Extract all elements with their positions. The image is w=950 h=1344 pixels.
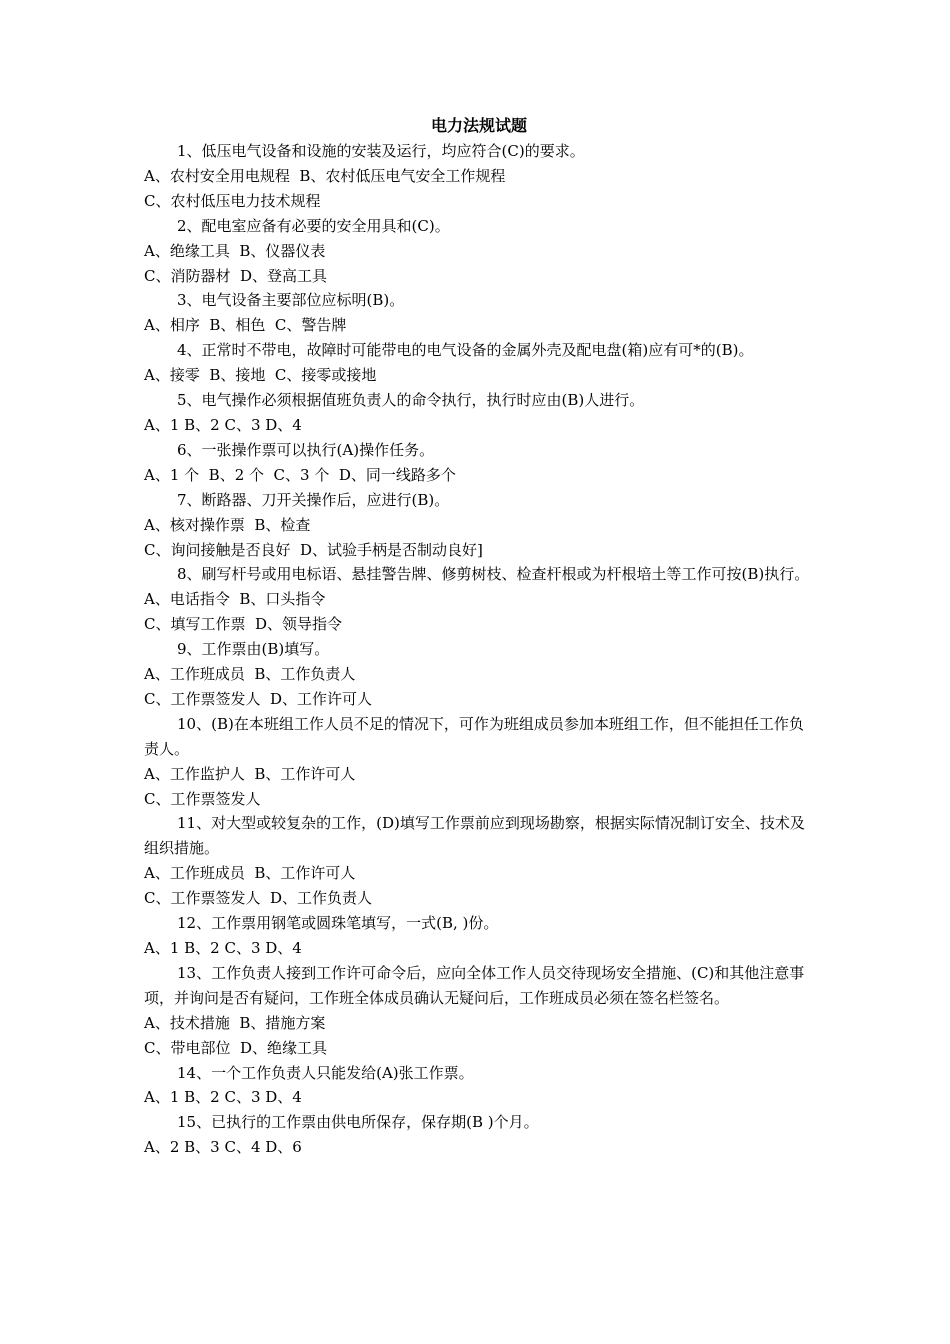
answer-options: C、农村低压电力技术规程 — [144, 191, 321, 210]
question-text: 12、工作票用钢笔或圆珠笔填写，一式(B, )份。 — [177, 914, 499, 933]
answer-options: A、工作班成员 B、工作许可人 — [144, 864, 356, 883]
answer-options: C、带电部位 D、绝缘工具 — [144, 1038, 328, 1057]
answer-options: C、工作票签发人 — [144, 789, 261, 808]
question-text: 13、工作负责人接到工作许可命令后，应向全体工作人员交待现场安全措施、(C)和其他注意事项，并询问是否有疑问，工作班全体成员确认无疑问后，工作班成员必须在签名栏签名。 — [144, 963, 805, 1007]
answer-options: C、工作票签发人 D、工作负责人 — [144, 889, 373, 908]
answer-options: C、询问接触是否良好 D、试验手柄是否制动良好] — [144, 540, 483, 559]
answer-options: A、1 B、2 C、3 D、4 — [144, 939, 302, 957]
question-text: 5、电气操作必须根据值班负责人的命令执行，执行时应由(B)人进行。 — [177, 391, 645, 410]
question-list — [144, 139, 814, 1160]
answer-options: C、消防器材 D、登高工具 — [144, 266, 328, 285]
answer-options: A、绝缘工具 B、仪器仪表 — [144, 241, 326, 260]
answer-options: A、电话指令 B、口头指令 — [144, 590, 326, 609]
document-page — [144, 113, 814, 1160]
answer-options: A、工作监护人 B、工作许可人 — [144, 764, 356, 783]
question-text: 1、低压电气设备和设施的安装及运行，均应符合(C)的要求。 — [177, 142, 585, 160]
question-text: 15、已执行的工作票由供电所保存，保存期(B )个月。 — [177, 1113, 539, 1132]
answer-options: A、农村安全用电规程 B、农村低压电气安全工作规程 — [144, 166, 506, 185]
answer-options: A、工作班成员 B、工作负责人 — [144, 665, 356, 684]
question-text: 4、正常时不带电，故障时可能带电的电气设备的金属外壳及配电盘(箱)应有可*的(B)。 — [177, 341, 754, 360]
answer-options: A、接零 B、接地 C、接零或接地 — [144, 366, 377, 385]
question-text: 9、工作票由(B)填写。 — [177, 640, 330, 659]
answer-options: A、1 B、2 C、3 D、4 — [144, 415, 302, 434]
answer-options: A、相序 B、相色 C、警告牌 — [144, 316, 347, 335]
answer-options: A、技术措施 B、措施方案 — [144, 1013, 326, 1032]
answer-options: A、2 B、3 C、4 D、6 — [144, 1138, 302, 1157]
answer-options: C、工作票签发人 D、工作许可人 — [144, 689, 373, 708]
document-title: 电力法规试题 — [430, 116, 527, 135]
question-text: 8、刷写杆号或用电标语、悬挂警告牌、修剪树枝、检查杆根或为杆根培土等工作可按(B)执行。 — [177, 565, 810, 584]
question-text: 6、一张操作票可以执行(A)操作任务。 — [177, 440, 435, 459]
question-text: 10、(B)在本班组工作人员不足的情况下，可作为班组成员参加本班组工作，但不能担任工作负责人。 — [144, 714, 804, 758]
answer-options: C、填写工作票 D、领导指令 — [144, 615, 343, 634]
question-text: 3、电气设备主要部位应标明(B)。 — [177, 291, 405, 310]
question-text: 2、配电室应备有必要的安全用具和(C)。 — [177, 216, 450, 235]
answer-options: A、核对操作票 B、检查 — [144, 515, 311, 534]
question-text: 7、断路器、刀开关操作后，应进行(B)。 — [177, 490, 450, 509]
answer-options: A、1 个 B、2 个 C、3 个 D、同一线路多个 — [144, 465, 456, 484]
answer-options: A、1 B、2 C、3 D、4 — [144, 1088, 302, 1107]
question-text: 14、一个工作负责人只能发给(A)张工作票。 — [177, 1063, 474, 1082]
question-text: 11、对大型或较复杂的工作，(D)填写工作票前应到现场勘察，根据实际情况制订安全、技术及组织措施。 — [144, 814, 805, 858]
